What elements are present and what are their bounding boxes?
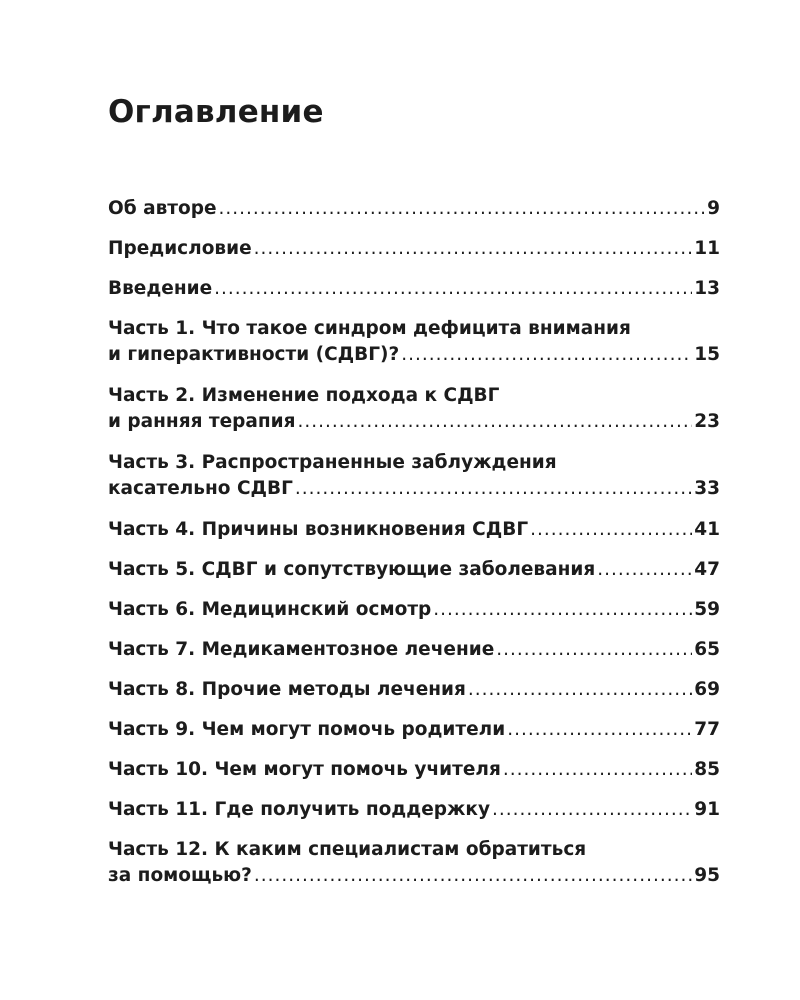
- dot-leader: [254, 236, 693, 262]
- toc-entry-title: касательно СДВГ: [108, 478, 293, 499]
- toc-entry-title: и ранняя терапия: [108, 411, 296, 432]
- toc-entry: [108, 196, 720, 222]
- toc-entry: [108, 517, 720, 543]
- dot-leader: [597, 557, 692, 583]
- toc-page-number: 23: [694, 411, 720, 432]
- toc-entry: [108, 383, 720, 435]
- toc-entry: [108, 557, 720, 583]
- toc-entry-title: Часть 11. Где получить поддержку: [108, 799, 491, 820]
- dot-leader: [503, 757, 692, 783]
- dot-leader: [295, 476, 692, 502]
- toc-entry-title: Часть 6. Медицинский осмотр: [108, 599, 432, 620]
- toc-entry-title: Часть 9. Чем могут помочь родители: [108, 719, 506, 740]
- toc-entry-row: [108, 717, 720, 743]
- toc-entry-title: Часть 4. Причины возникновения СДВГ: [108, 519, 529, 540]
- toc-page-number: 59: [694, 599, 720, 620]
- toc-page-number: 65: [694, 639, 720, 660]
- dot-leader: [507, 717, 692, 743]
- toc-entry: [108, 236, 720, 262]
- toc-page-number: 69: [694, 679, 720, 700]
- toc-entry-title: Об авторе: [108, 198, 217, 219]
- dot-leader: [401, 342, 692, 368]
- table-of-contents: [108, 196, 720, 904]
- toc-page-number: 85: [694, 759, 720, 780]
- toc-entry-row: [108, 276, 720, 302]
- toc-entry: [108, 316, 720, 368]
- toc-entry: [108, 797, 720, 823]
- dot-leader: [530, 517, 692, 543]
- dot-leader: [219, 196, 706, 222]
- dot-leader: [254, 863, 692, 889]
- toc-entry-title: за помощью?: [108, 865, 252, 886]
- dot-leader: [433, 597, 692, 623]
- toc-page-number: 33: [694, 478, 720, 499]
- dot-leader: [492, 797, 692, 823]
- toc-entry-row: [108, 637, 720, 663]
- dot-leader: [298, 409, 693, 435]
- toc-entry-row: [108, 342, 720, 368]
- toc-entry: [108, 837, 720, 889]
- toc-entry-title: Часть 7. Медикаментозное лечение: [108, 639, 495, 660]
- toc-entry-title: Предисловие: [108, 238, 252, 259]
- toc-page-number: 95: [694, 865, 720, 886]
- toc-page-number: 11: [694, 238, 720, 259]
- toc-entry-title-line1: Часть 3. Распространенные заблуждения: [108, 452, 557, 473]
- dot-leader: [214, 276, 692, 302]
- toc-entry: [108, 276, 720, 302]
- toc-entry-row: [108, 236, 720, 262]
- toc-entry-row: [108, 797, 720, 823]
- toc-entry: [108, 677, 720, 703]
- toc-entry: [108, 717, 720, 743]
- toc-entry-row: [108, 557, 720, 583]
- toc-page-number: 13: [694, 278, 720, 299]
- toc-entry-title: Часть 10. Чем могут помочь учителя: [108, 759, 501, 780]
- dot-leader: [496, 637, 692, 663]
- toc-entry-row: [108, 677, 720, 703]
- toc-page-number: 9: [707, 198, 720, 219]
- toc-entry-title-line1: Часть 2. Изменение подхода к СДВГ: [108, 385, 500, 406]
- toc-entry-row: [108, 863, 720, 889]
- toc-entry: [108, 450, 720, 502]
- dot-leader: [468, 677, 692, 703]
- toc-entry: [108, 637, 720, 663]
- toc-page-number: 41: [694, 519, 720, 540]
- toc-page-number: 77: [694, 719, 720, 740]
- toc-entry-title: Введение: [108, 278, 213, 299]
- toc-entry-row: [108, 409, 720, 435]
- toc-entry-row: [108, 196, 720, 222]
- toc-entry: [108, 757, 720, 783]
- toc-entry-row: [108, 517, 720, 543]
- toc-entry-row: [108, 597, 720, 623]
- toc-entry-title: и гиперактивности (СДВГ)?: [108, 344, 400, 365]
- toc-entry-title-line1: Часть 12. К каким специалистам обратиться: [108, 839, 587, 860]
- page-title: Оглавление: [108, 94, 324, 130]
- toc-page-number: 47: [694, 559, 720, 580]
- toc-entry-title: Часть 5. СДВГ и сопутствующие заболевания: [108, 559, 596, 580]
- toc-entry-row: [108, 757, 720, 783]
- toc-entry-title: Часть 8. Прочие методы лечения: [108, 679, 466, 700]
- toc-entry-row: [108, 476, 720, 502]
- toc-entry: [108, 597, 720, 623]
- toc-page-number: 91: [694, 799, 720, 820]
- toc-page-number: 15: [694, 344, 720, 365]
- toc-entry-title-line1: Часть 1. Что такое синдром дефицита внимания: [108, 318, 631, 339]
